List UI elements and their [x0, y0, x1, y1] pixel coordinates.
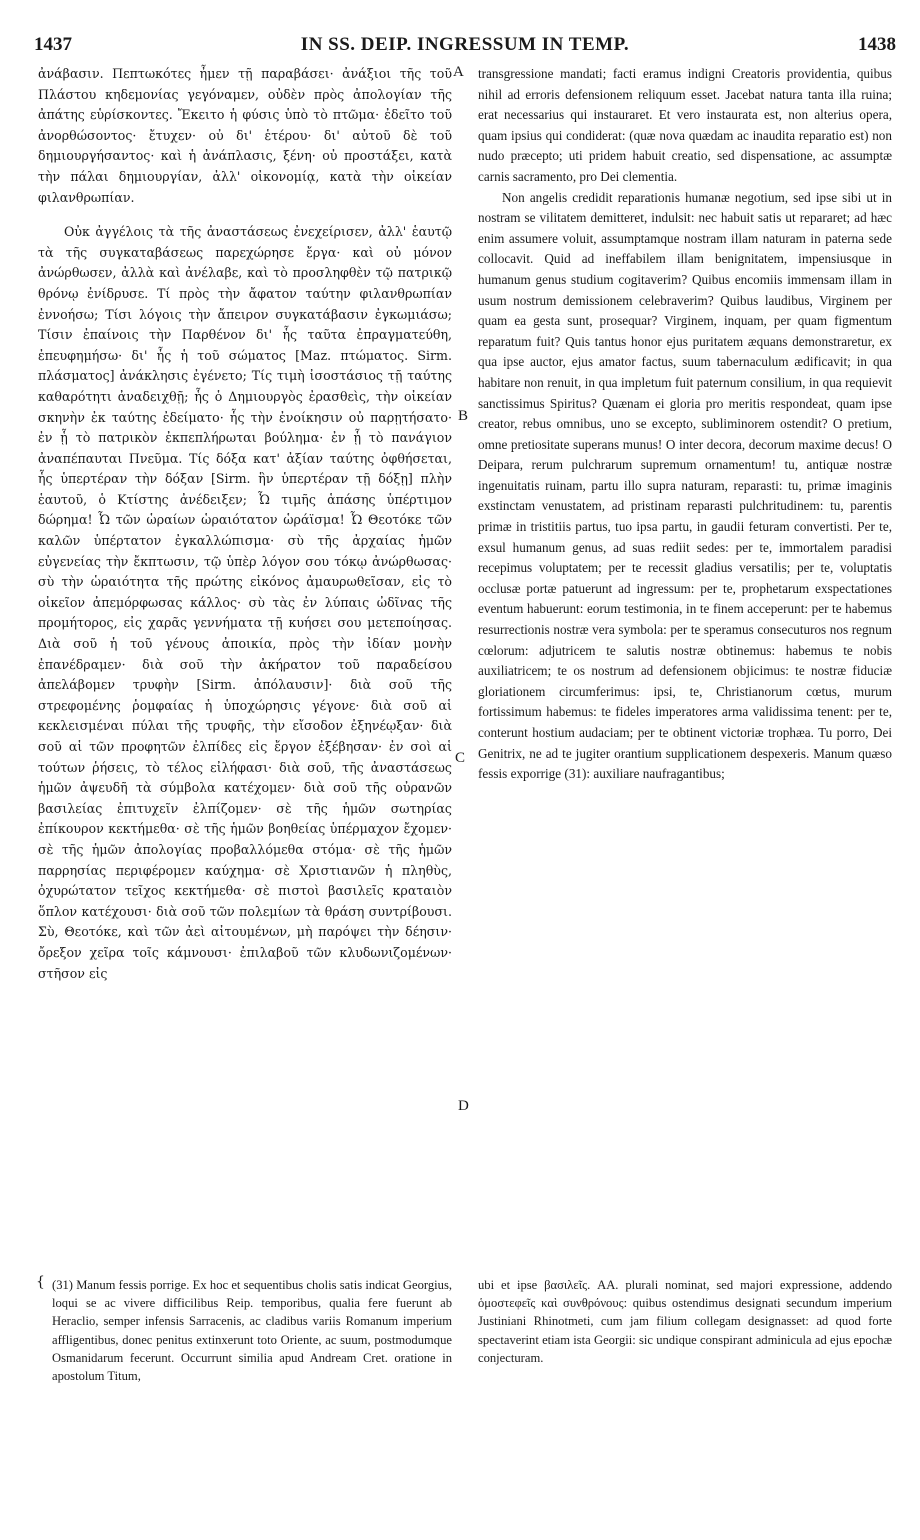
running-title: IN SS. DEIP. INGRESSUM IN TEMP. [300, 34, 630, 55]
footnote-left: (31) Manum fessis porrige. Ex hoc et sequentibus cholis satis indicat Georgius, loqui se ac vivere difficilibus Reip. temporibus, qualia fere fuerunt ab Heraclio, semper infensis Sarracenis, ac cladibus variis Romanum imperium affligentibus, donec penitus extinxerunt toto Oriente, ac suum, postmodumque Osmanidarum fecerunt. Occurrunt similia apud Andream Cret. oratione in apostolum Titum, [52, 1278, 452, 1384]
greek-paragraph: Οὐκ ἀγγέλοις τὰ τῆς ἀναστάσεως ἐνεχείρισεν, ἀλλ' ἑαυτῷ τὰ τῆς συγκαταβάσεως παρεχώρησε ἔργα· καὶ οὐ μόνον ἀνώρθωσεν, ἀλλὰ καὶ ἀνέλαβε, καὶ τὸ προσληφθὲν τῷ πατρικῷ θρόνῳ ἐνίδρυσε. Τί πρὸς τὴν ἄφατον ταύτην φιλανθρωπίαν ἐννοήσω; Τίσι λόγοις τὴν ἄπειρον συγκατάβασιν ἐγκωμιάσω; Τίσιν ἐπαίνοις τὴν Παρθένον δι' ἧς ταῦτα ἐπραγματεύθη, ἐπευφημήσω· δι' ἧς ἡ τοῦ σώματος [Maz. πτώματος. Sirm. πλάσματος] ἀνάκλησις ἐγένετο; Τίς τιμὴ ἰσοστάσιος τῇ ταύτης καθαρότητι ἀναδειχθῇ; ἧς ὁ Δημιουργὸς ἐρασθεὶς, τὴν οἰκείαν σκηνὴν ἐκ ταύτης ἐδείματο· ἧς τὴν ἐνοίκησιν οὐ παρῃτήσατο· ἐν ᾗ τὸ πατρικὸν ἐκπεπλήρωται βούλημα· ἐν ᾗ τὸ πανάγιον ἀναπέπαυται Πνεῦμα. Τίς δόξα κατ' ἀξίαν ταύτης ὀφθήσεται, ἧς ὑπερτέραν τὴν δόξαν [Sirm. ἣν ὑπερτέραν τῇ δόξῃ] πλὴν ἑαυτοῦ, ὁ Κτίστης ἀνέδειξεν; Ὦ τιμῆς ἁπάσης ὑπέρτιμον δώρημα! Ὦ τῶν ὡραίων ὡραιότατον ὡράϊσμα! Ὦ Θεοτόκε τῶν καλῶν ὑπέρτατον ἐγκαλλώπισμα· σὺ τῆς ἀρχαίας ἡμῶν εὐγενείας τὴν ἔκπτωσιν, τῷ ὑπὲρ λόγον σου τόκῳ ἀνώρθωσας· σὺ τὴν ὡραιότητα τῆς πρώτης εἰκόνος ἀμαυρωθεῖσαν, εἰς τὸ οἰκεῖον ἀπεμόρφωσας κάλλος· σὺ τὰς ἐν λύπαις ὠδῖνας τῆς προμήτορος, εἰς χαρᾶς γεννήματα τῇ κυήσει σου μετεποίησας. Διὰ σοῦ ἡ τοῦ γένους ἀποικία, πρὸς τὴν ἰδίαν μονὴν ἐπανέδραμεν· διὰ σοῦ τὴν ἀκήρατον τοῦ παραδείσου ἀπελάβομεν τρυφὴν [Sirm. ἀπόλαυσιν]· διὰ σοῦ τῆς στρεφομένης ῥομφαίας ἡ ὑποχώρησις γέγονε· διὰ σοῦ αἱ κεκλεισμέναι πύλαι τῆς τρυφῆς, τὴν εἴσοδον ἐξηνέῳξαν· διὰ σοῦ αἱ τῶν προφητῶν ἐλπίδες εἰς ἔργον ἐξέβησαν· ἐν σοὶ αἱ τούτων ῥήσεις, τὸ τέλος εἰλήφασι· διὰ σοῦ, τῆς ἀναστάσεως ἡμῶν ἀψευδῆ τὰ σύμβολα κατέχομεν· διὰ σοῦ τῆς οὐρανῶν βασιλείας ἐπιτυχεῖν ἐλπίζομεν· σὲ τῆς ἡμῶν σωτηρίας ἐπίκουρον κεκτήμεθα· σὲ τῆς ἡμῶν βοηθείας ὑπέρμαχον ἔχομεν· σὲ τῆς ἡμῶν ἀπολογίας προβαλλόμεθα στόμα· σὲ τῆς ἡμῶν παρρησίας περιφέρομεν καύχημα· σὲ Χριστιανῶν ἡ πληθὺς, ὀχυρώτατον τεῖχος κεκτήμεθα· σὲ πιστοὶ βασιλεῖς κραταιὸν ὅπλον κατέχουσι· διὰ σοῦ τῶν πολεμίων τὰ θράση συντρίβουσι. Σὺ, Θεοτόκε, καὶ τῶν ἀεὶ αἰτουμένων, μὴ παρόψει τὴν δέησιν· ὄρεξον χεῖρα τοῖς κάμνουσι· ἐπιλαβοῦ τῶν κλυδωνιζομένων· στῆσον εἰς [38, 224, 452, 981]
right-page-number: 1438 [858, 34, 896, 55]
footnote-right: ubi et ipse βασιλεῖς. AA. plurali nominat, sed majori expressione, addendo ὁμοστεφεῖς καὶ συνθρόνους: quibus ostendimus designati secundum imperium Justiniani Rhinotmeti, cum jam filium collegam designasset: ad quod forte spectaverint etiam ista Georgii: sic undique conspirant adminicula ad ejus epochæ conjecturam. [478, 1278, 892, 1365]
latin-paragraph: transgressione mandati; facti eramus indigni Creatoris providentia, quibus nihil ad erroris defensionem reliquum esset. Jacebat natura tanta illa ruina; erat necessarius qui instauraret. Et vero instaurata est, non alterius opera, quam ipsius qui condiderat: (quæ nova quædam ac inaudita reparatio est) non nudo præcepto; uti pridem habuit creatio, sed dispensatione, ac assumptæ carnis sacramento, pro Dei clementia. [478, 66, 892, 184]
footnote-brace-icon: { [36, 1274, 45, 1290]
latin-paragraph: Non angelis credidit reparationis humanæ negotium, sed ipse sibi ut in nostram se vilitatem demitteret, indulsit: nec habuit satis ut repararet; ad hæc enim assumere voluit, assumptamque nostram illam naturam in paterna sede collocavit. Quid ad ineffabilem illam benignitatem, impensiusque in humanum genus studium cogitaverim? Quibus encomiis immensam illam in usum nostrum demissionem celebraverim? Quibus laudibus, Virginem per quam ea gesta sunt, prosequar? Virginem, inquam, per quam figmentum reparatum fuit? Quis tantus honor ejus puritatem æquans demonstraretur, ex qua ipse auctor, ejus amator factus, suum tabernaculum ædificavit; in qua habitare non renuit, in qua impletum fuit paternum consilium, in qua requievit sanctissimus Spiritus? Quænam ei gloria pro meritis respondeat, quam ipse creator, rebus omnibus, uno se excepto, subliminorem ostendit? O pretium, omne pretiositate superans munus! O inter decora, decorum maxime decus! O Deipara, rerum pulchrarum supremum ornamentum! tu, antiquæ nostræ ingenuitatis ruinam, partu illo supra naturam, reparasti: tu, primæ imaginis exstinctam venustatem, ad pristinam reparasti pulchritudinem: tu, parentis primæ in tristitiis partus, tuo ipsa partu, in gaudii feturam convertisti. Per te, exsul humanum genus, ad suas rediit sedes: per te, immortalem paradisi recepimus voluptatem; per te recessit gladius versatilis; per te, voluptatis occlusæ portæ patuerunt ad ingressum: per te, prophetarum exspectationes eventum habuerunt: eorum testimonia, in te finem acceperunt: per te habemus resurrectionis nostræ vera symbola: per te speramus consecuturos nos regnum cœlorum: adjutricem te salutis nostræ obtinemus: habemus te nobis auxiliatricem; te os nostrum ad defensionem objicimus: te nostræ fiduciæ gloriationem circumferimus: ipsi, te, Christianorum cœtus, murum fortissimum habemus: te fideles imperatores arma validissima tenent: per te, conterunt hostium audaciam; per te obtinent victoriæ trophæa. Tu porro, Dei Genitrix, ne ad te jugiter orantium supplicationem despexeris. Manum quæso fessis exporrige (31): auxiliare naufragantibus; [478, 189, 892, 782]
running-header [34, 34, 896, 58]
latin-text-column [478, 64, 892, 785]
margin-letter-b: B [458, 408, 469, 424]
greek-paragraph: ἀνάβασιν. Πεπτωκότες ἦμεν τῇ παραβάσει· ἀνάξιοι τῆς τοῦ Πλάστου κηδεμονίας γεγόναμεν, οὐδὲν πρὸς ἀπολογίαν τῆς ἀπάτης εὑρίσκοντες. Ἔκειτο ἡ φύσις ὑπὸ τὸ πτῶμα· ἐδεῖτο τοῦ ἀνορθώσοντος· ἔτυχεν· οὐ δι' ἑτέρου· δι' αὐτοῦ δὲ τοῦ δημιουργήσαντος· καὶ ἡ ἀνάπλασις, ξένη· οὐ προστάξει, κατὰ τὴν πάλαι δημιουργίαν, ἀλλ' οἰκονομίᾳ, κατὰ τὴν οἰκείαν φιλανθρωπίαν. [38, 66, 452, 205]
margin-letter-a: A [453, 64, 464, 80]
margin-letter-c: C [455, 750, 466, 766]
margin-letter-d: D [458, 1098, 469, 1114]
greek-text-column [38, 64, 452, 984]
left-page-number: 1437 [34, 34, 72, 55]
